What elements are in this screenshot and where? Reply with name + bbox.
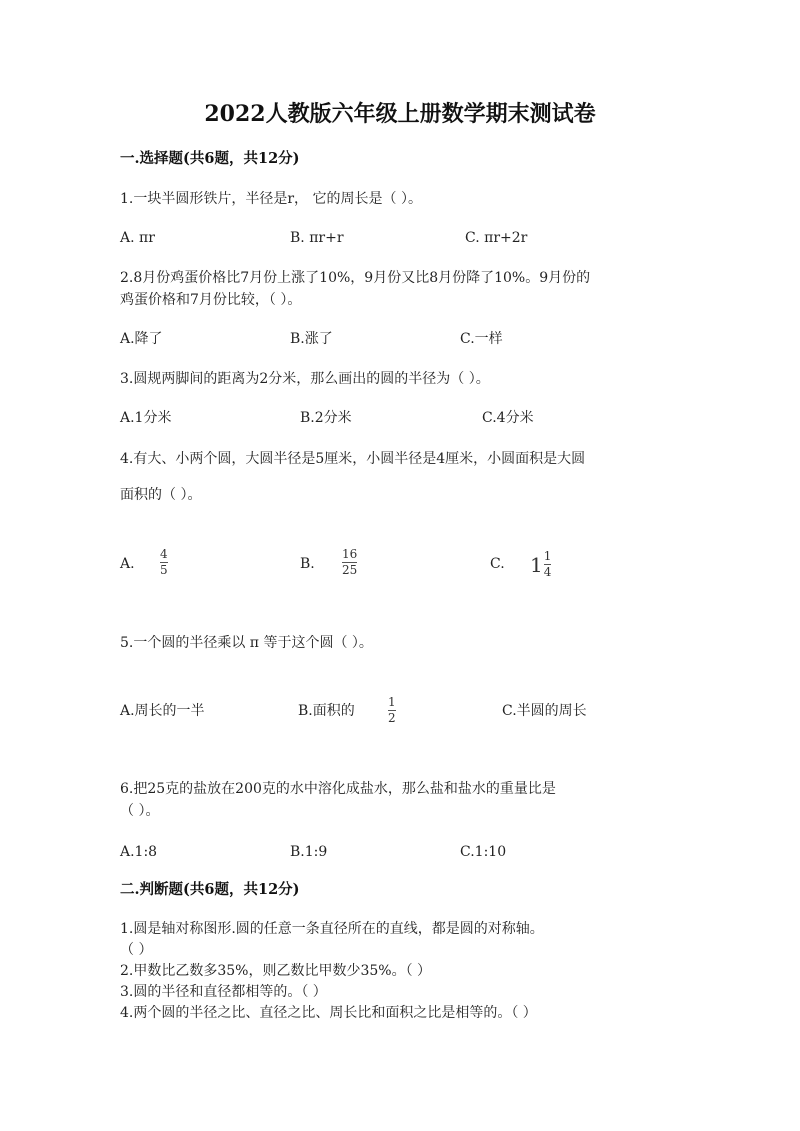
- question-1-option-a: A. πr: [120, 230, 155, 246]
- question-1-option-c: C. πr+2r: [465, 230, 528, 246]
- fraction-numerator: 4: [160, 547, 168, 561]
- judgement-3: 3.圆的半径和直径都相等的。（ ）: [120, 984, 327, 1000]
- section-heading-judgement: 二.判断题(共6题，共12分): [120, 881, 300, 898]
- question-6-option-c: C.1:10: [460, 844, 507, 860]
- question-2-option-c: C.一样: [460, 331, 503, 347]
- question-3-option-c: C.4分米: [482, 410, 534, 426]
- question-2-option-a: A.降了: [120, 331, 163, 347]
- question-2-stem-line1: 2.8月份鸡蛋价格比7月份上涨了10%，9月份又比8月份降了10%。9月份的: [120, 270, 591, 286]
- question-3-option-a: A.1分米: [120, 410, 172, 426]
- question-6-stem-line1: 6.把25克的盐放在200克的水中溶化成盐水，那么盐和盐水的重量比是: [120, 781, 556, 797]
- question-6-option-b: B.1:9: [290, 844, 328, 860]
- mixed-number-one-and-one-quarter: [530, 550, 551, 579]
- question-4-stem-line2: 面积的（ ）。: [120, 487, 202, 503]
- fraction-numerator: 1: [388, 695, 396, 709]
- question-4-stem-line1: 4.有大、小两个圆，大圆半径是5厘米，小圆半径是4厘米，小圆面积是大圆: [120, 451, 586, 467]
- fraction-denominator: 4: [543, 565, 552, 579]
- question-5-stem: 5.一个圆的半径乘以 π 等于这个圆（ ）。: [120, 635, 373, 651]
- fraction-numerator: 1: [543, 549, 552, 563]
- fraction-one-half: [388, 696, 396, 725]
- fraction-four-fifths: [160, 548, 168, 577]
- judgement-1-line2: （ ）: [120, 942, 153, 958]
- mixed-number-whole: 1: [530, 552, 543, 577]
- question-5-option-a: A.周长的一半: [120, 703, 205, 719]
- judgement-1-line1: 1.圆是轴对称图形.圆的任意一条直径所在的直线，都是圆的对称轴。: [120, 921, 544, 937]
- fraction-numerator: 16: [342, 547, 358, 561]
- question-4-option-a: A.: [120, 556, 135, 572]
- question-1-option-b: B. πr+r: [290, 230, 344, 246]
- fraction-denominator: 25: [342, 563, 358, 577]
- fraction-sixteen-twentyfifths: [342, 548, 357, 577]
- mixed-number-fraction: [544, 550, 552, 579]
- question-5-option-b: B.面积的: [298, 703, 355, 719]
- question-4-option-b: B.: [300, 556, 315, 572]
- question-2-stem-line2: 鸡蛋价格和7月份比较，（ ）。: [120, 292, 302, 308]
- fraction-denominator: 5: [160, 563, 168, 577]
- question-1-stem: 1.一块半圆形铁片，半径是r， 它的周长是（ ）。: [120, 191, 422, 207]
- question-6-stem-line2: （ ）。: [120, 803, 160, 819]
- question-5-option-c: C.半圆的周长: [502, 703, 587, 719]
- judgement-4: 4.两个圆的半径之比、直径之比、周长比和面积之比是相等的。（ ）: [120, 1005, 537, 1021]
- question-3-stem: 3.圆规两脚间的距离为2分米，那么画出的圆的半径为（ ）。: [120, 371, 490, 387]
- fraction-denominator: 2: [388, 711, 396, 725]
- question-6-option-a: A.1:8: [120, 844, 158, 860]
- section-heading-choice: 一.选择题(共6题，共12分): [120, 150, 300, 167]
- question-3-option-b: B.2分米: [300, 410, 352, 426]
- page-title: 2022人教版六年级上册数学期末测试卷: [204, 101, 596, 127]
- judgement-2: 2.甲数比乙数多35%，则乙数比甲数少35%。（ ）: [120, 963, 432, 979]
- question-4-option-c: C.: [490, 556, 505, 572]
- question-2-option-b: B.涨了: [290, 331, 333, 347]
